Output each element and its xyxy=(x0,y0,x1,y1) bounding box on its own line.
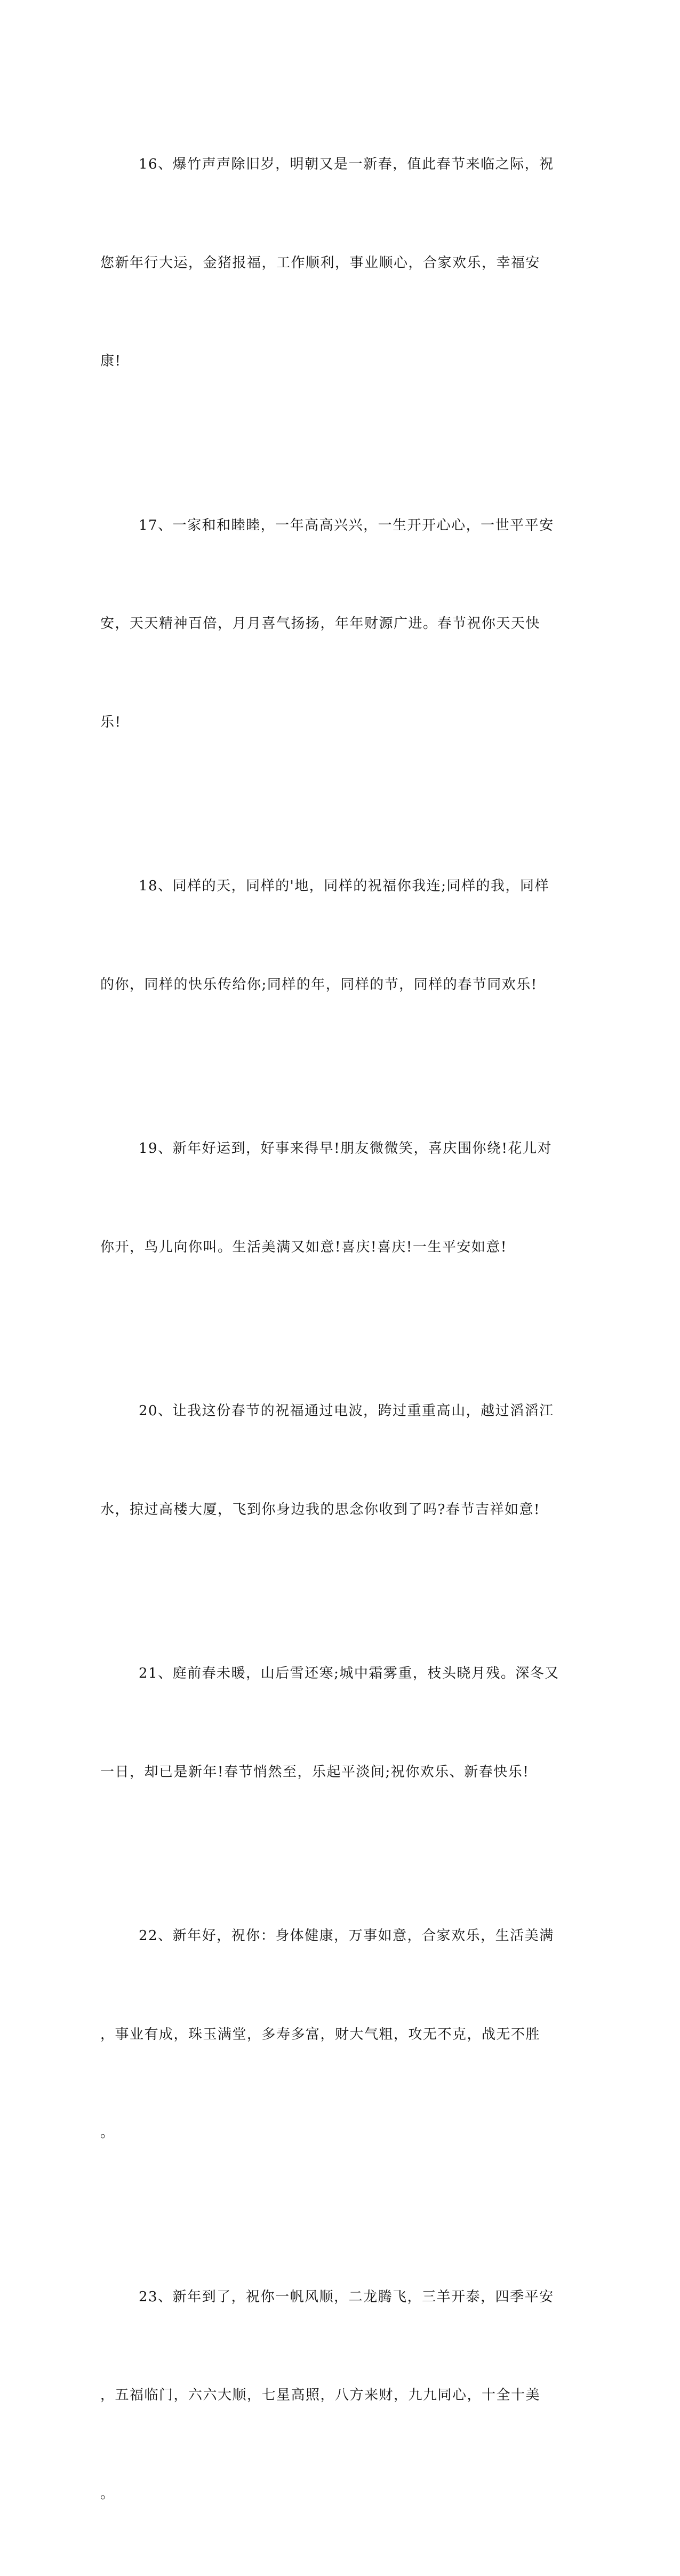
paragraph-line: 17、一家和和睦睦，一年高高兴兴，一生开开心心，一世平平安 xyxy=(100,509,572,543)
document-body xyxy=(100,83,572,2576)
paragraph-line: ，事业有成，珠玉满堂，多寿多富，财大气粗，攻无不克，战无不胜 xyxy=(100,2019,572,2052)
paragraph-line: 水，掠过高楼大厦，飞到你身边我的思念你收到了吗?春节吉祥如意! xyxy=(100,1494,572,1527)
paragraph-line: 23、新年到了，祝你一帆风顺，二龙腾飞，三羊开泰，四季平安 xyxy=(100,2281,572,2314)
paragraph-line: 22、新年好，祝你：身体健康，万事如意，合家欢乐，生活美满 xyxy=(100,1920,572,1953)
paragraph-16 xyxy=(100,83,572,444)
paragraph-line: ，五福临门，六六大顺，七星高照，八方来财，九九同心，十全十美 xyxy=(100,2379,572,2412)
paragraph-20 xyxy=(100,1329,572,1592)
paragraph-line: 安，天天精神百倍，月月喜气扬扬，年年财源广进。春节祝你天天快 xyxy=(100,608,572,641)
paragraph-line: 一日，却已是新年!春节悄然至，乐起平淡间;祝你欢乐、新春快乐! xyxy=(100,1756,572,1789)
paragraph-19 xyxy=(100,1067,572,1329)
paragraph-line: 18、同样的天，同样的'地，同样的祝福你我连;同样的我，同样 xyxy=(100,870,572,903)
paragraph-line: 你开，鸟儿向你叫。生活美满又如意!喜庆!喜庆!一生平安如意! xyxy=(100,1231,572,1264)
paragraph-line: 16、爆竹声声除旧岁，明朝又是一新春，值此春节来临之际，祝 xyxy=(100,148,572,181)
paragraph-21 xyxy=(100,1592,572,1854)
paragraph-18 xyxy=(100,804,572,1067)
paragraph-17 xyxy=(100,444,572,805)
paragraph-23 xyxy=(100,2215,572,2576)
paragraph-line: 乐! xyxy=(100,706,572,739)
document-page xyxy=(0,0,680,880)
paragraph-line: 康! xyxy=(100,345,572,378)
paragraph-line: 20、让我这份春节的祝福通过电波，跨过重重高山，越过滔滔江 xyxy=(100,1395,572,1428)
paragraph-22 xyxy=(100,1854,572,2215)
paragraph-line: 21、庭前春未暖，山后雪还寒;城中霜雾重，枝头晓月残。深冬又 xyxy=(100,1657,572,1690)
paragraph-line: 。 xyxy=(100,2117,572,2150)
paragraph-line: 的你，同样的快乐传给你;同样的年，同样的节，同样的春节同欢乐! xyxy=(100,969,572,1002)
paragraph-line: 。 xyxy=(100,2478,572,2511)
paragraph-line: 您新年行大运，金猪报福，工作顺利，事业顺心，合家欢乐，幸福安 xyxy=(100,247,572,280)
paragraph-line: 19、新年好运到，好事来得早!朋友微微笑，喜庆围你绕!花儿对 xyxy=(100,1133,572,1166)
